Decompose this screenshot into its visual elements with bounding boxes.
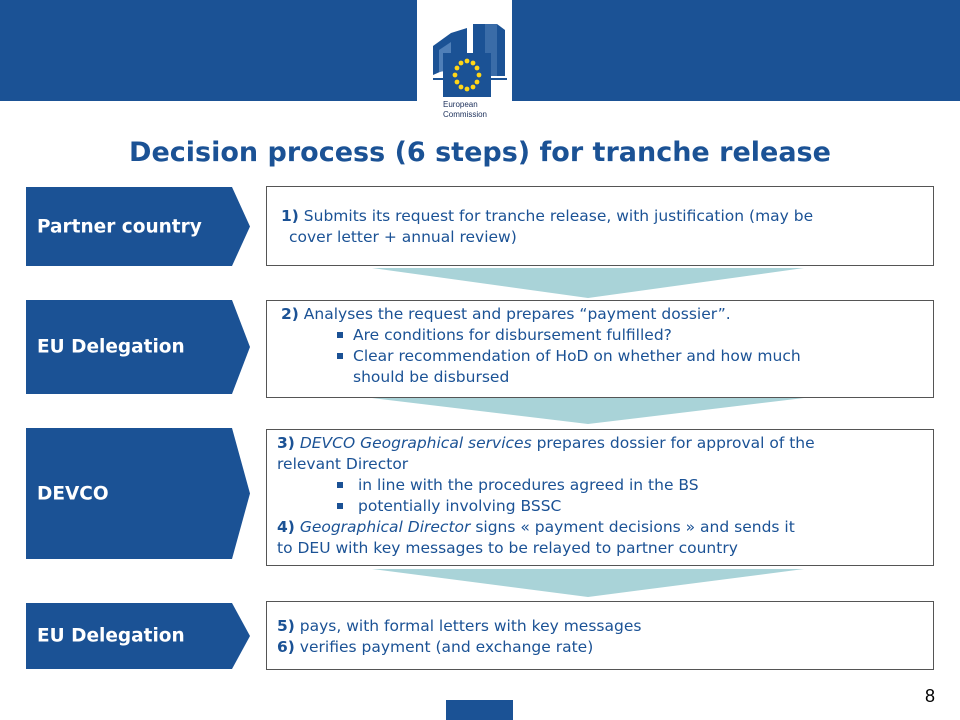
step-number: 4) [277,518,295,536]
actor-tag-eu-delegation [26,300,250,394]
step-number: 6) [277,638,295,656]
bullet-text-cont: should be disbursed [353,368,510,386]
step-text: signs « payment decisions » and sends it [470,518,795,536]
footer-brand-block [446,700,513,720]
step-2-line-1 [281,304,731,325]
step-actor: Geographical Director [299,518,471,536]
step-4-line-1 [277,517,795,538]
step-3-line-1 [277,433,815,454]
step-number: 2) [281,305,299,323]
step-actor: DEVCO Geographical services [299,434,532,452]
european-commission-logo [417,0,512,133]
step-number: 3) [277,434,295,452]
page-title: Decision process (6 steps) for tranche release [129,137,831,168]
step-3-line-2: relevant Director [277,455,409,473]
step-text: Analyses the request and prepares “payment dossier”. [298,305,731,323]
actor-label: DEVCO [37,483,109,504]
down-arrow-3 [372,569,804,597]
step-4-line-2: to DEU with key messages to be relayed to partner country [277,539,738,557]
step-box-1 [266,186,934,266]
actor-tag-partner-country [26,187,250,266]
bullet-icon [337,503,343,509]
bullet-icon [337,332,343,338]
step-1-line-1 [281,206,813,227]
down-arrow-1 [372,268,804,298]
step-number: 5) [277,617,295,635]
logo-wordmark [443,100,487,120]
actor-label: EU Delegation [37,625,185,647]
actor-label: Partner country [37,216,202,237]
step-box-5-6 [266,601,934,670]
step-text: Submits its request for tranche release, with justification (may be [298,207,814,225]
step-1-line-2: cover letter + annual review) [289,228,517,246]
actor-tag-devco [26,428,250,559]
step-text: verifies payment (and exchange rate) [294,638,594,656]
actor-tag-eu-delegation-2 [26,603,250,669]
page-number: 8 [925,686,936,706]
step-box-2 [266,300,934,398]
step-box-3-4 [266,429,934,566]
bullet-text: potentially involving BSSC [358,497,562,515]
step-5-line [277,616,641,637]
logo-line-2: Commission [443,110,488,119]
logo-line-1: European [443,100,478,109]
actor-label: EU Delegation [37,336,185,358]
step-number: 1) [281,207,299,225]
bullet-icon [337,353,343,359]
step-text: prepares dossier for approval of the [531,434,815,452]
bullet-text: in line with the procedures agreed in the BS [358,476,699,494]
step-6-line [277,637,593,658]
step-text: pays, with formal letters with key messages [294,617,642,635]
bullet-text: Clear recommendation of HoD on whether and how much [353,347,801,365]
bullet-icon [337,482,343,488]
bullet-text: Are conditions for disbursement fulfilled? [353,326,672,344]
down-arrow-2 [372,398,804,424]
